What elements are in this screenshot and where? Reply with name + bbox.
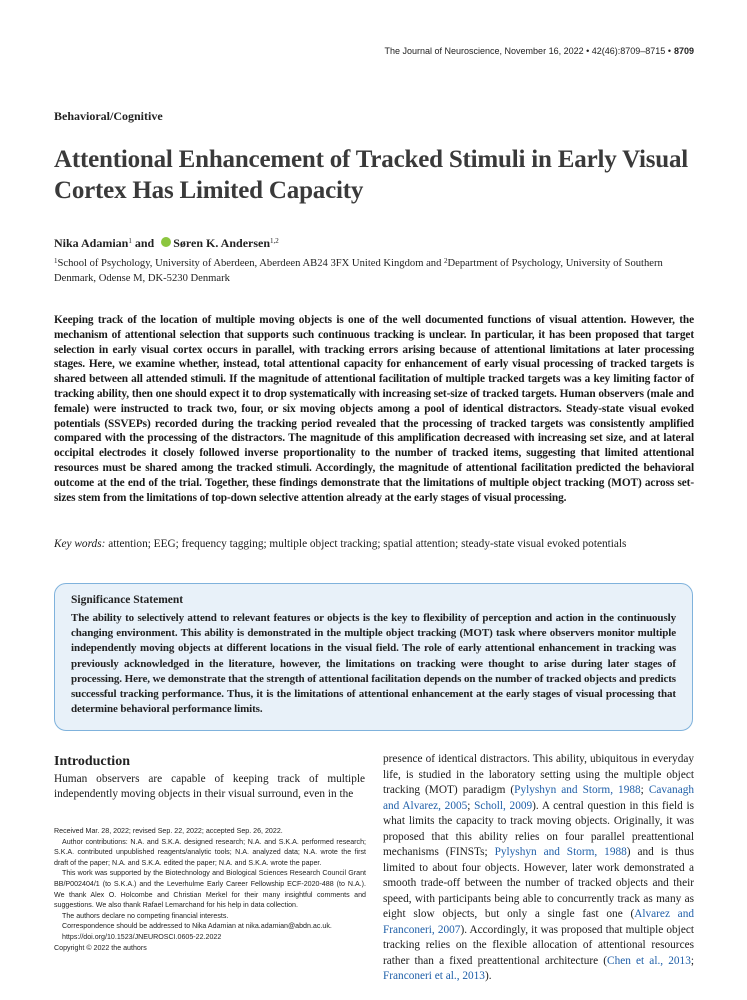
journal-citation: The Journal of Neuroscience, November 16, 2022 • 42(46):8709–8715 •: [384, 46, 671, 56]
introduction-right-column: [383, 752, 694, 985]
page-number: 8709: [673, 46, 694, 56]
introduction-left-column: Human observers are capable of keeping track of multiple independently moving objects in their visual surround, even in the: [54, 773, 365, 801]
author-affiliation-mark: 1: [128, 237, 132, 245]
citation-link[interactable]: Pylyshyn and Storm, 1988: [494, 846, 627, 858]
significance-statement-box: [54, 583, 693, 731]
intro-text: ). Accordingly, it was proposed that multiple object tracking relies on the flexible allocation of attentional resources rather than a fixed preattentional architecture (: [383, 923, 694, 967]
keywords: [54, 537, 694, 552]
citation-link[interactable]: Franconeri et al., 2013: [383, 970, 485, 982]
orcid-icon[interactable]: [161, 237, 171, 247]
article-footnotes: [54, 826, 366, 953]
citation-link[interactable]: Pylyshyn and Storm, 1988: [514, 784, 641, 796]
keywords-label: Key words:: [54, 538, 106, 550]
significance-text: The ability to selectively attend to relevant features or objects is the key to flexibility of perception and action in the continuously changing environment. This ability is demonstrated in the multiple object tracking (MOT) task where observers monitor multiple independently moving objects at different locations in the visual field. The role of early attentional enhancement in tracking was previously acknowledged in the literature, however, the limitations on tracking were thought to arise during later stages of processing. Here, we demonstrate that the strength of attentional facilitation depends on the number of tracked objects and predicts successful tracking performance. Thus, it is the limitations of attentional enhancement at the early stages of visual processing that determine behavioral performance limits.: [71, 612, 676, 716]
intro-text: ;: [467, 799, 475, 812]
affiliation-mark: 2: [444, 257, 448, 265]
doi-link[interactable]: 10.1523/JNEUROSCI.0605-22.2022: [106, 932, 222, 941]
article-title: Attentional Enhancement of Tracked Stimuli in Early Visual Cortex Has Limited Capacity: [54, 146, 689, 204]
citation-link[interactable]: Scholl, 2009: [474, 799, 533, 812]
affiliation-text: Department of Psychology, University of Southern Denmark, Odense M, DK-5230 Denmark: [54, 258, 663, 284]
affiliation-text: School of Psychology, University of Aberdeen, Aberdeen AB24 3FX United Kingdom and: [57, 258, 445, 269]
affiliation-mark: 1: [54, 257, 58, 265]
citation-link[interactable]: Cavanagh and Alvarez, 2005: [383, 784, 694, 812]
intro-text: ;: [690, 954, 694, 967]
running-head: [380, 46, 694, 56]
intro-text: presence of identical distractors. This ability, ubiquitous in everyday life, is studied in the laboratory setting using the multiple object tracking (MOT) paradigm (: [383, 753, 694, 796]
author-name: Nika Adamian: [54, 236, 129, 250]
intro-text: ;: [640, 784, 649, 796]
keywords-text: attention; EEG; frequency tagging; multiple object tracking; spatial attention; steady-state visual evoked potentials: [108, 538, 627, 550]
copyright: Copyright © 2022 the authors: [54, 943, 147, 952]
author-contributions: Author contributions: N.A. and S.K.A. designed research; N.A. and S.K.A. performed research; S.K.A. contributed unpublished reagents/analytic tools; N.A. analyzed data; N.A. wrote the first draft of the paper; N.A. and S.K.A. edited the paper; N.A. and S.K.A. wrote the paper.: [54, 837, 366, 867]
author-affiliation-mark: 1,2: [270, 237, 279, 245]
citation-link[interactable]: Chen et al., 2013: [607, 954, 691, 967]
competing-interests: The authors declare no competing financial interests.: [62, 911, 229, 920]
intro-text: ). A central question in this field is what limits the capacity to track moving objects. Originally, it was proposed that this ability relies on four parallel preattentional mechanisms (FINSTs;: [383, 799, 694, 858]
author-list: [54, 236, 279, 251]
citation-link[interactable]: Alvarez and Franconeri, 2007: [383, 908, 694, 936]
intro-text: ).: [484, 970, 492, 982]
section-label: Behavioral/Cognitive: [54, 109, 163, 123]
correspondence: Correspondence should be addressed to Nika Adamian at nika.adamian@abdn.ac.uk.: [62, 922, 332, 931]
introduction-heading: Introduction: [54, 754, 130, 769]
significance-title: Significance Statement: [71, 594, 184, 606]
affiliations: [54, 254, 694, 286]
doi-prefix: https://doi.org/: [62, 932, 107, 941]
doi-line: [54, 932, 366, 943]
abstract: Keeping track of the location of multiple moving objects is one of the well documented functions of visual attention. However, the mechanism of attentional selection that supports such continuous tracking is unclear. In particular, it has been proposed that target selection in early visual cortex occurs in parallel, with tracking errors arising because of attentional limitations at later processing stages. Here, we examine whether, instead, total attentional capacity for enhancement of early visual processing of tracked targets is shared between all attended stimuli. If the magnitude of attentional facilitation of multiple tracked targets was a key limiting factor of tracking ability, then one should expect it to drop systematically with increasing set-size of tracked targets. Human observers (male and female) were instructed to track two, four, or six moving objects among a pool of identical distractors. Steady-state visual evoked potentials (SSVEPs) recorded during the tracking period revealed that the processing of tracked targets was consistently amplified compared with the processing of the distractors. The magnitude of this amplification decreased with increasing set size, and at lateral occipital electrodes it closely followed inverse proportionality to the number of tracked items, suggesting that limited attentional resources must be shared among the tracked stimuli. Accordingly, the magnitude of attentional facilitation predicted the behavioral outcome at the end of the trial. Together, these findings demonstrate that the limitations of multiple object tracking (MOT) across set-sizes stem from the limitations of top-down selective attention already at the early stages of visual processing.: [54, 314, 694, 504]
author-conjunction: and: [134, 236, 155, 250]
funding-acknowledgment: This work was supported by the Biotechnology and Biological Sciences Research Council Grant BB/P002404/1 (to S.K.A.) and the Leverhulme Early Career Fellowship ECF-2020-488 (to N.A.). We thank Alex O. Holcombe and Christian Merkel for their many insightful comments and suggestions. We also thank Rafael Lemarchand for his help in data collection.: [54, 869, 366, 910]
received-dates: Received Mar. 28, 2022; revised Sep. 22, 2022; accepted Sep. 26, 2022.: [54, 827, 283, 835]
author-name: Søren K. Andersen: [173, 236, 271, 250]
intro-text: ) and is thus limited to about four objects. However, later work demonstrated a smooth trade-off between the number of tracked objects and their speed, with participants being able to concurrently track as many as eight slow objects, but only a single fast one (: [383, 846, 694, 920]
